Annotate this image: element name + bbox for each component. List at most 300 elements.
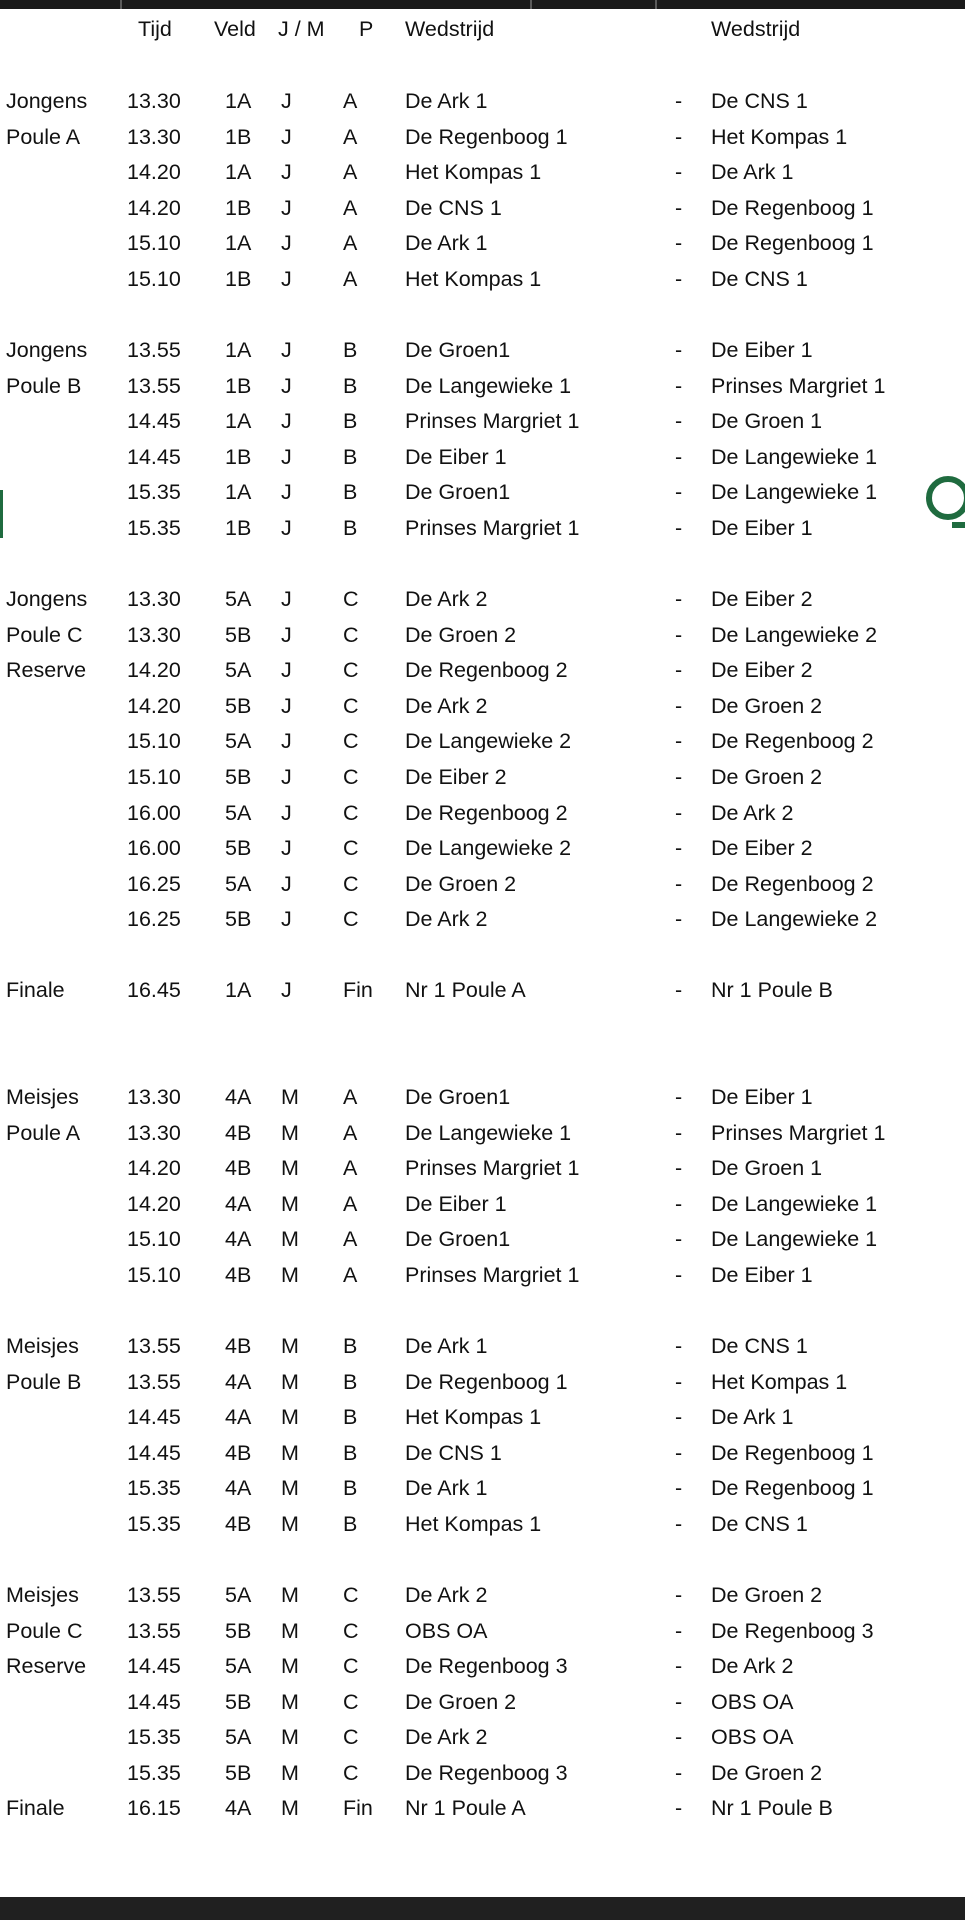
gender-code: M	[281, 1405, 299, 1429]
gender-code: J	[281, 658, 292, 682]
match-time: 14.20	[127, 658, 181, 682]
match-time: 15.10	[127, 267, 181, 291]
home-team: De Ark 2	[405, 1583, 488, 1607]
match-time: 15.10	[127, 1227, 181, 1251]
poule-code: A	[343, 89, 358, 113]
versus-dash: -	[675, 1156, 683, 1180]
match-time: 14.20	[127, 196, 181, 220]
field-number: 1A	[225, 978, 252, 1002]
match-row	[0, 972, 965, 1008]
versus-dash: -	[675, 1441, 683, 1465]
poule-code: B	[343, 1405, 358, 1429]
gender-code: J	[281, 267, 292, 291]
versus-dash: -	[675, 516, 683, 540]
versus-dash: -	[675, 1405, 683, 1429]
field-number: 5A	[225, 1725, 252, 1749]
match-time: 15.35	[127, 1476, 181, 1500]
poule-code: C	[343, 729, 359, 753]
match-row	[0, 1186, 965, 1222]
poule-code: C	[343, 1654, 359, 1678]
away-team: De CNS 1	[711, 1512, 808, 1536]
poule-code: A	[343, 1085, 358, 1109]
gender-code: M	[281, 1085, 299, 1109]
field-number: 1B	[225, 516, 252, 540]
versus-dash: -	[675, 1227, 683, 1251]
match-time: 15.10	[127, 765, 181, 789]
field-number: 5A	[225, 1583, 252, 1607]
poule-code: C	[343, 872, 359, 896]
match-time: 14.20	[127, 1192, 181, 1216]
away-team: Het Kompas 1	[711, 1370, 848, 1394]
home-team: De Ark 1	[405, 89, 488, 113]
match-time: 13.55	[127, 1619, 181, 1643]
poule-code: A	[343, 267, 358, 291]
versus-dash: -	[675, 1583, 683, 1607]
match-row	[0, 1221, 965, 1257]
top-bar-divider	[655, 0, 657, 9]
gender-code: J	[281, 694, 292, 718]
match-time: 14.45	[127, 1405, 181, 1429]
away-team: De Regenboog 1	[711, 1476, 874, 1500]
versus-dash: -	[675, 1370, 683, 1394]
match-row	[0, 1079, 965, 1115]
field-number: 5B	[225, 1690, 252, 1714]
gender-code: J	[281, 978, 292, 1002]
away-team: De Eiber 1	[711, 516, 813, 540]
poule-code: B	[343, 445, 358, 469]
match-row	[0, 1399, 965, 1435]
gender-code: M	[281, 1512, 299, 1536]
poule-code: Fin	[343, 978, 373, 1002]
home-team: Prinses Margriet 1	[405, 1263, 580, 1287]
table-header-row	[0, 11, 965, 47]
versus-dash: -	[675, 1121, 683, 1145]
away-team: De Regenboog 1	[711, 196, 874, 220]
match-row	[0, 332, 965, 368]
versus-dash: -	[675, 836, 683, 860]
versus-dash: -	[675, 1619, 683, 1643]
match-row	[0, 1577, 965, 1613]
field-number: 4B	[225, 1512, 252, 1536]
top-bar	[0, 0, 965, 9]
away-team: De Groen 2	[711, 694, 823, 718]
poule-code: C	[343, 836, 359, 860]
row-label: Poule A	[6, 125, 81, 149]
match-time: 13.30	[127, 587, 181, 611]
poule-code: B	[343, 480, 358, 504]
field-number: 4B	[225, 1156, 252, 1180]
poule-code: B	[343, 1476, 358, 1500]
left-edge-mark	[0, 490, 3, 538]
away-team: De Regenboog 1	[711, 231, 874, 255]
away-team: De Regenboog 3	[711, 1619, 874, 1643]
away-team: De CNS 1	[711, 1334, 808, 1358]
match-time: 16.00	[127, 836, 181, 860]
home-team: De Regenboog 3	[405, 1654, 568, 1678]
match-time: 16.15	[127, 1796, 181, 1820]
match-row	[0, 83, 965, 119]
away-team: De Regenboog 1	[711, 1441, 874, 1465]
field-number: 5B	[225, 1619, 252, 1643]
match-time: 13.55	[127, 338, 181, 362]
field-number: 5A	[225, 729, 252, 753]
home-team: Het Kompas 1	[405, 160, 542, 184]
poule-code: A	[343, 125, 358, 149]
field-number: 5A	[225, 587, 252, 611]
away-team: De Regenboog 2	[711, 872, 874, 896]
poule-code: B	[343, 409, 358, 433]
home-team: De Langewieke 2	[405, 836, 572, 860]
field-number: 1A	[225, 231, 252, 255]
bottom-bar	[0, 1897, 965, 1920]
field-number: 5B	[225, 1761, 252, 1785]
gender-code: M	[281, 1725, 299, 1749]
gender-code: J	[281, 801, 292, 825]
match-time: 14.20	[127, 694, 181, 718]
match-time: 14.45	[127, 1690, 181, 1714]
poule-code: A	[343, 231, 358, 255]
home-team: Prinses Margriet 1	[405, 1156, 580, 1180]
match-row	[0, 154, 965, 190]
match-time: 13.30	[127, 623, 181, 647]
green-ring-icon	[926, 476, 965, 520]
gender-code: J	[281, 729, 292, 753]
match-row	[0, 581, 965, 617]
away-team: Nr 1 Poule B	[711, 1796, 833, 1820]
field-number: 4A	[225, 1192, 252, 1216]
poule-code: Fin	[343, 1796, 373, 1820]
match-row	[0, 901, 965, 937]
match-row	[0, 439, 965, 475]
match-time: 15.35	[127, 480, 181, 504]
versus-dash: -	[675, 623, 683, 647]
match-time: 13.55	[127, 374, 181, 398]
home-team: Prinses Margriet 1	[405, 516, 580, 540]
gender-code: M	[281, 1227, 299, 1251]
field-number: 4B	[225, 1121, 252, 1145]
away-team: De Groen 1	[711, 1156, 823, 1180]
versus-dash: -	[675, 694, 683, 718]
top-bar-divider	[120, 0, 122, 9]
field-number: 5A	[225, 801, 252, 825]
match-row	[0, 1790, 965, 1826]
home-team: Nr 1 Poule A	[405, 1796, 526, 1820]
row-label: Poule C	[6, 623, 83, 647]
row-label: Reserve	[6, 1654, 87, 1678]
match-row	[0, 688, 965, 724]
field-number: 4B	[225, 1263, 252, 1287]
match-time: 14.20	[127, 160, 181, 184]
gender-code: J	[281, 89, 292, 113]
versus-dash: -	[675, 480, 683, 504]
home-team: De CNS 1	[405, 196, 502, 220]
poule-code: A	[343, 1192, 358, 1216]
home-team: De CNS 1	[405, 1441, 502, 1465]
row-label: Jongens	[6, 338, 88, 362]
home-team: De Langewieke 1	[405, 1121, 572, 1145]
home-team: De Regenboog 3	[405, 1761, 568, 1785]
match-row	[0, 723, 965, 759]
poule-code: A	[343, 196, 358, 220]
away-team: De Eiber 2	[711, 587, 813, 611]
match-row	[0, 1364, 965, 1400]
field-number: 5B	[225, 836, 252, 860]
row-label: Poule C	[6, 1619, 83, 1643]
home-team: De Eiber 1	[405, 445, 507, 469]
home-team: Prinses Margriet 1	[405, 409, 580, 433]
poule-code: C	[343, 658, 359, 682]
field-number: 1B	[225, 125, 252, 149]
match-time: 16.25	[127, 872, 181, 896]
gender-code: J	[281, 338, 292, 362]
poule-code: B	[343, 516, 358, 540]
versus-dash: -	[675, 658, 683, 682]
gender-code: J	[281, 445, 292, 469]
field-number: 4A	[225, 1405, 252, 1429]
poule-code: C	[343, 765, 359, 789]
match-row	[0, 225, 965, 261]
away-team: OBS OA	[711, 1725, 794, 1749]
versus-dash: -	[675, 338, 683, 362]
field-number: 1A	[225, 89, 252, 113]
match-row	[0, 1257, 965, 1293]
match-row	[0, 1470, 965, 1506]
versus-dash: -	[675, 872, 683, 896]
top-bar-divider	[530, 0, 532, 9]
home-team: De Ark 1	[405, 231, 488, 255]
away-team: De Groen 2	[711, 765, 823, 789]
match-row	[0, 830, 965, 866]
poule-code: A	[343, 1156, 358, 1180]
home-team: De Ark 2	[405, 694, 488, 718]
match-row	[0, 190, 965, 226]
poule-code: C	[343, 907, 359, 931]
away-team: Prinses Margriet 1	[711, 1121, 886, 1145]
match-time: 13.55	[127, 1334, 181, 1358]
away-team: Prinses Margriet 1	[711, 374, 886, 398]
row-label: Poule B	[6, 1370, 82, 1394]
away-team: Nr 1 Poule B	[711, 978, 833, 1002]
away-team: OBS OA	[711, 1690, 794, 1714]
away-team: De Ark 2	[711, 801, 794, 825]
poule-code: B	[343, 374, 358, 398]
match-row	[0, 1648, 965, 1684]
away-team: De CNS 1	[711, 89, 808, 113]
gender-code: M	[281, 1654, 299, 1678]
match-time: 14.45	[127, 1654, 181, 1678]
field-number: 4A	[225, 1796, 252, 1820]
versus-dash: -	[675, 801, 683, 825]
match-time: 15.35	[127, 516, 181, 540]
match-row	[0, 261, 965, 297]
poule-code: C	[343, 1725, 359, 1749]
match-row	[0, 1684, 965, 1720]
home-team: De Langewieke 2	[405, 729, 572, 753]
home-team: Het Kompas 1	[405, 1512, 542, 1536]
match-time: 14.45	[127, 1441, 181, 1465]
away-team: De Langewieke 1	[711, 1192, 878, 1216]
home-team: De Groen1	[405, 338, 511, 362]
poule-code: C	[343, 1761, 359, 1785]
match-row	[0, 1435, 965, 1471]
poule-code: A	[343, 1227, 358, 1251]
home-team: De Groen1	[405, 1085, 511, 1109]
gender-code: M	[281, 1761, 299, 1785]
gender-code: M	[281, 1156, 299, 1180]
match-time: 15.35	[127, 1512, 181, 1536]
away-team: De Groen 2	[711, 1761, 823, 1785]
home-team: De Ark 1	[405, 1476, 488, 1500]
versus-dash: -	[675, 1085, 683, 1109]
match-row	[0, 1719, 965, 1755]
versus-dash: -	[675, 1654, 683, 1678]
poule-code: A	[343, 1263, 358, 1287]
versus-dash: -	[675, 445, 683, 469]
home-team: Het Kompas 1	[405, 267, 542, 291]
field-number: 1B	[225, 374, 252, 398]
gender-code: J	[281, 160, 292, 184]
versus-dash: -	[675, 729, 683, 753]
gender-code: J	[281, 907, 292, 931]
gender-code: M	[281, 1441, 299, 1465]
field-number: 5A	[225, 872, 252, 896]
away-team: De Eiber 1	[711, 338, 813, 362]
versus-dash: -	[675, 1476, 683, 1500]
field-number: 4A	[225, 1476, 252, 1500]
match-row	[0, 866, 965, 902]
away-team: De Ark 2	[711, 1654, 794, 1678]
away-team: De Langewieke 1	[711, 1227, 878, 1251]
away-team: De Eiber 1	[711, 1085, 813, 1109]
poule-code: C	[343, 587, 359, 611]
versus-dash: -	[675, 160, 683, 184]
row-label: Jongens	[6, 89, 88, 113]
home-team: De Eiber 1	[405, 1192, 507, 1216]
poule-code: B	[343, 1334, 358, 1358]
match-time: 16.25	[127, 907, 181, 931]
poule-code: A	[343, 160, 358, 184]
away-team: De CNS 1	[711, 267, 808, 291]
home-team: De Groen1	[405, 1227, 511, 1251]
home-team: De Ark 1	[405, 1334, 488, 1358]
match-row	[0, 1150, 965, 1186]
header-poule: P	[359, 17, 374, 41]
match-time: 15.10	[127, 1263, 181, 1287]
match-time: 16.45	[127, 978, 181, 1002]
gender-code: M	[281, 1796, 299, 1820]
versus-dash: -	[675, 125, 683, 149]
gender-code: M	[281, 1583, 299, 1607]
home-team: De Groen 2	[405, 872, 517, 896]
away-team: De Langewieke 2	[711, 907, 878, 931]
poule-code: A	[343, 1121, 358, 1145]
match-row	[0, 1755, 965, 1791]
versus-dash: -	[675, 1761, 683, 1785]
versus-dash: -	[675, 587, 683, 611]
versus-dash: -	[675, 1192, 683, 1216]
gender-code: J	[281, 587, 292, 611]
header-veld: Veld	[214, 17, 256, 41]
match-row	[0, 474, 965, 510]
gender-code: M	[281, 1263, 299, 1287]
match-time: 15.35	[127, 1725, 181, 1749]
away-team: De Ark 1	[711, 160, 794, 184]
field-number: 1B	[225, 267, 252, 291]
poule-code: C	[343, 801, 359, 825]
match-time: 13.55	[127, 1370, 181, 1394]
match-time: 14.45	[127, 445, 181, 469]
match-time: 15.35	[127, 1761, 181, 1785]
versus-dash: -	[675, 231, 683, 255]
home-team: De Regenboog 2	[405, 801, 568, 825]
match-time: 13.30	[127, 1121, 181, 1145]
gender-code: M	[281, 1121, 299, 1145]
match-row	[0, 510, 965, 546]
row-label: Jongens	[6, 587, 88, 611]
match-row	[0, 759, 965, 795]
gender-code: M	[281, 1690, 299, 1714]
header-tijd: Tijd	[138, 17, 172, 41]
away-team: De Eiber 2	[711, 658, 813, 682]
home-team: De Ark 2	[405, 1725, 488, 1749]
field-number: 4A	[225, 1370, 252, 1394]
gender-code: M	[281, 1192, 299, 1216]
versus-dash: -	[675, 1512, 683, 1536]
away-team: De Langewieke 1	[711, 480, 878, 504]
row-label: Meisjes	[6, 1085, 79, 1109]
row-label: Reserve	[6, 658, 87, 682]
gender-code: J	[281, 125, 292, 149]
versus-dash: -	[675, 409, 683, 433]
field-number: 1B	[225, 445, 252, 469]
versus-dash: -	[675, 1796, 683, 1820]
match-row	[0, 1613, 965, 1649]
away-team: De Eiber 1	[711, 1263, 813, 1287]
versus-dash: -	[675, 978, 683, 1002]
field-number: 4A	[225, 1227, 252, 1251]
away-team: De Langewieke 2	[711, 623, 878, 647]
field-number: 5B	[225, 907, 252, 931]
match-row	[0, 119, 965, 155]
versus-dash: -	[675, 1334, 683, 1358]
poule-code: B	[343, 338, 358, 362]
match-row	[0, 368, 965, 404]
away-team: De Regenboog 2	[711, 729, 874, 753]
poule-code: C	[343, 694, 359, 718]
home-team: De Ark 2	[405, 907, 488, 931]
row-label: Poule A	[6, 1121, 81, 1145]
field-number: 1A	[225, 409, 252, 433]
row-label: Poule B	[6, 374, 82, 398]
gender-code: J	[281, 196, 292, 220]
gender-code: M	[281, 1619, 299, 1643]
match-row	[0, 1328, 965, 1364]
away-team: Het Kompas 1	[711, 125, 848, 149]
home-team: Het Kompas 1	[405, 1405, 542, 1429]
header-home-team: Wedstrijd	[405, 17, 495, 41]
away-team: De Groen 2	[711, 1583, 823, 1607]
gender-code: J	[281, 765, 292, 789]
field-number: 1A	[225, 338, 252, 362]
match-time: 13.55	[127, 1583, 181, 1607]
gender-code: J	[281, 374, 292, 398]
home-team: De Groen 2	[405, 1690, 517, 1714]
gender-code: J	[281, 516, 292, 540]
match-time: 14.20	[127, 1156, 181, 1180]
home-team: Nr 1 Poule A	[405, 978, 526, 1002]
gender-code: J	[281, 231, 292, 255]
away-team: De Eiber 2	[711, 836, 813, 860]
